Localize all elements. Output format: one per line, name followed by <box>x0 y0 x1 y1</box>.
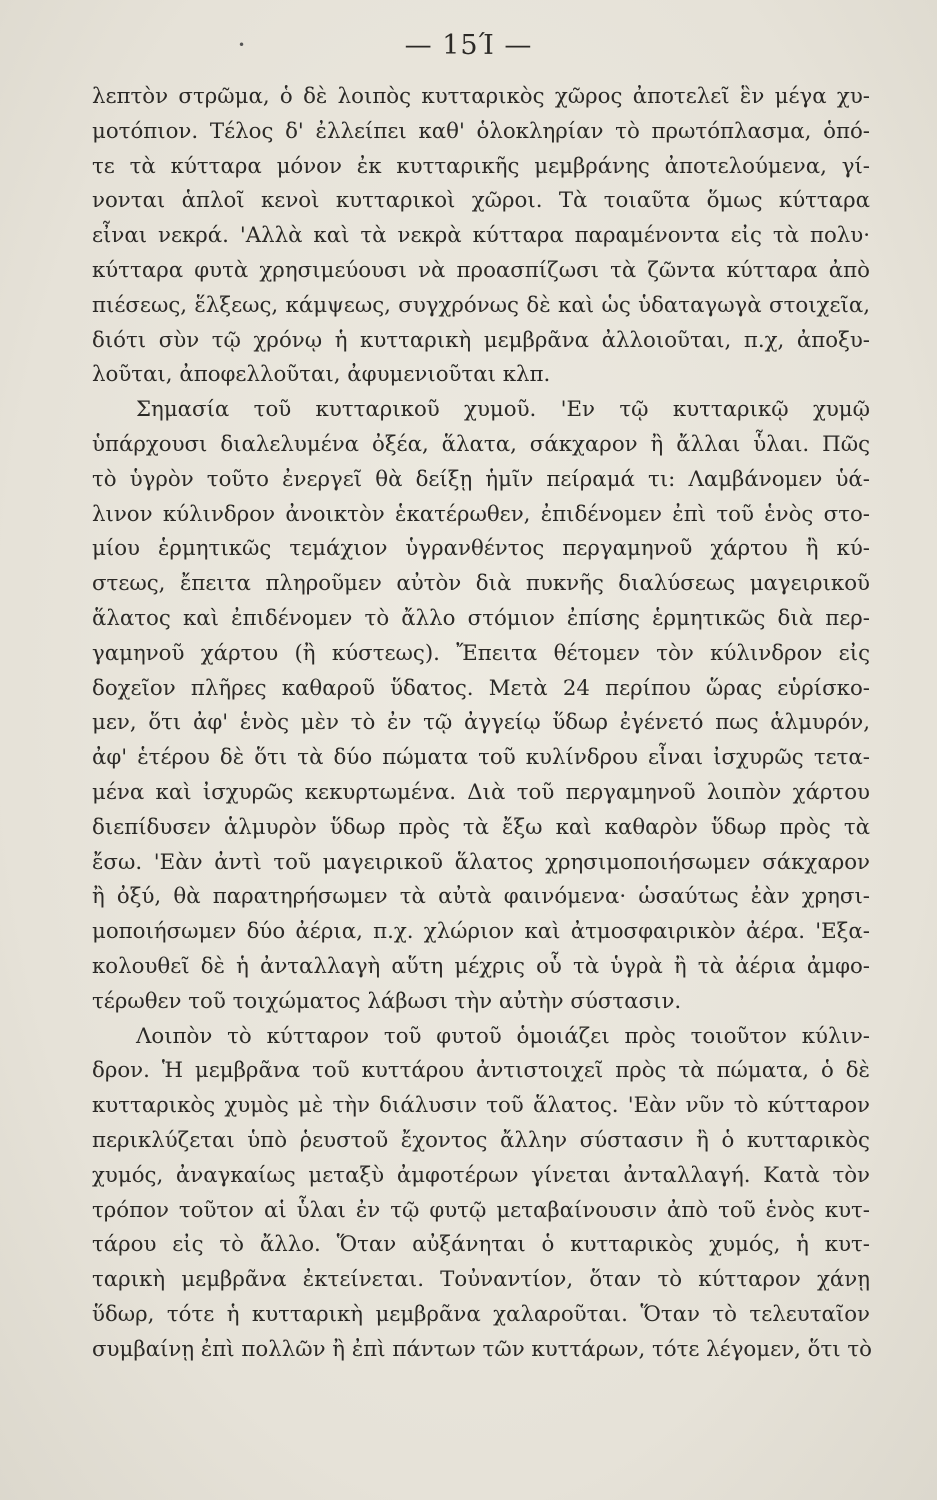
text-line: δρον. Ἡ μεμβρᾶνα τοῦ κυττάρου ἀντιστοιχεῖ πρὸς τὰ πώματα, ὁ δὲ <box>92 1058 870 1084</box>
text-line: δοχεῖον πλῆρες καθαροῦ ὕδατος. Μετὰ 24 περίπου ὥρας εὑρίσκο- <box>92 675 870 701</box>
text-line: Σημασία τοῦ κυτταρικοῦ χυμοῦ. 'Εν τῷ κυτταρικῷ χυμῷ <box>136 397 870 423</box>
text-line: γαμηνοῦ χάρτου (ἢ κύστεως). Ἔπειτα θέτομεν τὸν κύλινδρον εἰς <box>92 640 870 666</box>
text-line: μοτόπιον. Τέλος δ' ἐλλείπει καθ' ὁλοκληρίαν τὸ πρωτόπλασμα, ὁπό- <box>92 118 870 144</box>
text-line: εἶναι νεκρά. 'Αλλὰ καὶ τὰ νεκρὰ κύτταρα παραμένοντα εἰς τὰ πολυ· <box>92 223 870 249</box>
text-line: λινον κύλινδρον ἀνοικτὸν ἑκατέρωθεν, ἐπιδένομεν ἐπὶ τοῦ ἑνὸς στο- <box>92 501 870 527</box>
text-line: λοῦται, ἀποφελλοῦται, ἀφυμενιοῦται κλπ. <box>92 362 551 388</box>
text-line: μίου ἑρμητικῶς τεμάχιον ὑγρανθέντος περγαμηνοῦ χάρτου ἢ κύ- <box>92 536 870 562</box>
page-body <box>92 80 870 1367</box>
page-number: — 15Ί — <box>404 30 533 61</box>
text-line: τὸ ὑγρὸν τοῦτο ἐνεργεῖ θὰ δείξῃ ἡμῖν πείραμά τι: Λαμβάνομεν ὑά- <box>92 466 870 492</box>
text-line: Λοιπὸν τὸ κύτταρον τοῦ φυτοῦ ὁμοιάζει πρὸς τοιοῦτον κύλιν- <box>136 1023 870 1049</box>
text-line: ὕδωρ, τότε ἡ κυτταρικὴ μεμβρᾶνα χαλαροῦται. Ὅταν τὸ τελευταῖον <box>92 1301 870 1327</box>
text-line: συμβαίνῃ ἐπὶ πολλῶν ἢ ἐπὶ πάντων τῶν κυττάρων, τότε λέγομεν, ὅτι τὸ <box>92 1336 872 1362</box>
text-line: διεπίδυσεν ἁλμυρὸν ὕδωρ πρὸς τὰ ἔξω καὶ καθαρὸν ὕδωρ πρὸς τὰ <box>92 814 870 840</box>
text-line: ἢ ὀξύ, θὰ παρατηρήσωμεν τὰ αὐτὰ φαινόμενα· ὡσαύτως ἐὰν χρησι- <box>92 884 870 910</box>
page-mark: • <box>238 38 246 52</box>
text-line: χυμός, ἀναγκαίως μεταξὺ ἀμφοτέρων γίνεται ἀνταλλαγή. Κατὰ τὸν <box>92 1162 870 1188</box>
text-line: κυτταρικὸς χυμὸς μὲ τὴν διάλυσιν τοῦ ἅλατος. 'Εὰν νῦν τὸ κύτταρον <box>92 1093 870 1119</box>
text-line: ταρικὴ μεμβρᾶνα ἐκτείνεται. Τοὐναντίον, ὅταν τὸ κύτταρον χάνῃ <box>92 1267 870 1293</box>
text-line: μεν, ὅτι ἀφ' ἑνὸς μὲν τὸ ἐν τῷ ἀγγείῳ ὕδωρ ἐγένετό πως ἁλμυρόν, <box>92 710 870 736</box>
text-line: ἅλατος καὶ ἐπιδένομεν τὸ ἄλλο στόμιον ἐπίσης ἑρμητικῶς διὰ περ- <box>92 605 870 631</box>
text-line: τε τὰ κύτταρα μόνον ἐκ κυτταρικῆς μεμβράνης ἀποτελούμενα, γί- <box>92 153 870 179</box>
text-line: ἀφ' ἑτέρου δὲ ὅτι τὰ δύο πώματα τοῦ κυλίνδρου εἶναι ἰσχυρῶς τετα- <box>92 745 870 771</box>
text-line: στεως, ἔπειτα πληροῦμεν αὐτὸν διὰ πυκνῆς διαλύσεως μαγειρικοῦ <box>92 571 870 597</box>
text-line: ὑπάρχουσι διαλελυμένα ὀξέα, ἅλατα, σάκχαρον ἢ ἄλλαι ὗλαι. Πῶς <box>92 431 870 457</box>
text-line: τέρωθεν τοῦ τοιχώματος λάβωσι τὴν αὐτὴν σύστασιν. <box>92 988 682 1014</box>
text-line: τάρου εἰς τὸ ἄλλο. Ὅταν αὐξάνηται ὁ κυτταρικὸς χυμός, ἡ κυτ- <box>92 1232 870 1258</box>
text-line: πιέσεως, ἕλξεως, κάμψεως, συγχρόνως δὲ καὶ ὡς ὑδαταγωγὰ στοιχεῖα, <box>92 292 870 318</box>
text-line: τρόπον τοῦτον αἱ ὗλαι ἐν τῷ φυτῷ μεταβαίνουσιν ἀπὸ τοῦ ἑνὸς κυτ- <box>92 1197 870 1223</box>
text-line: ἔσω. 'Εὰν ἀντὶ τοῦ μαγειρικοῦ ἅλατος χρησιμοποιήσωμεν σάκχαρον <box>92 849 870 875</box>
text-line: μοποιήσωμεν δύο ἀέρια, π.χ. χλώριον καὶ ἀτμοσφαιρικὸν ἀέρα. 'Εξα- <box>92 919 870 945</box>
text-line: μένα καὶ ἰσχυρῶς κεκυρτωμένα. Διὰ τοῦ περγαμηνοῦ λοιπὸν χάρτου <box>92 779 870 805</box>
text-line: νονται ἁπλοῖ κενοὶ κυτταρικοὶ χῶροι. Τὰ τοιαῦτα ὅμως κύτταρα <box>92 188 870 214</box>
text-line: διότι σὺν τῷ χρόνῳ ἡ κυτταρικὴ μεμβρᾶνα ἀλλοιοῦται, π.χ, ἀποξυ- <box>92 327 870 353</box>
text-line: κολουθεῖ δὲ ἡ ἀνταλλαγὴ αὕτη μέχρις οὗ τὰ ὑγρὰ ἢ τὰ ἀέρια ἀμφο- <box>92 953 870 979</box>
text-line: περικλύζεται ὑπὸ ῥευστοῦ ἔχοντος ἄλλην σύστασιν ἢ ὁ κυτταρικὸς <box>92 1127 870 1153</box>
text-line: λεπτὸν στρῶμα, ὁ δὲ λοιπὸς κυτταρικὸς χῶρος ἀποτελεῖ ἓν μέγα χυ- <box>92 84 870 109</box>
text-line: κύτταρα φυτὰ χρησιμεύουσι νὰ προασπίζωσι τὰ ζῶντα κύτταρα ἀπὸ <box>92 257 870 283</box>
